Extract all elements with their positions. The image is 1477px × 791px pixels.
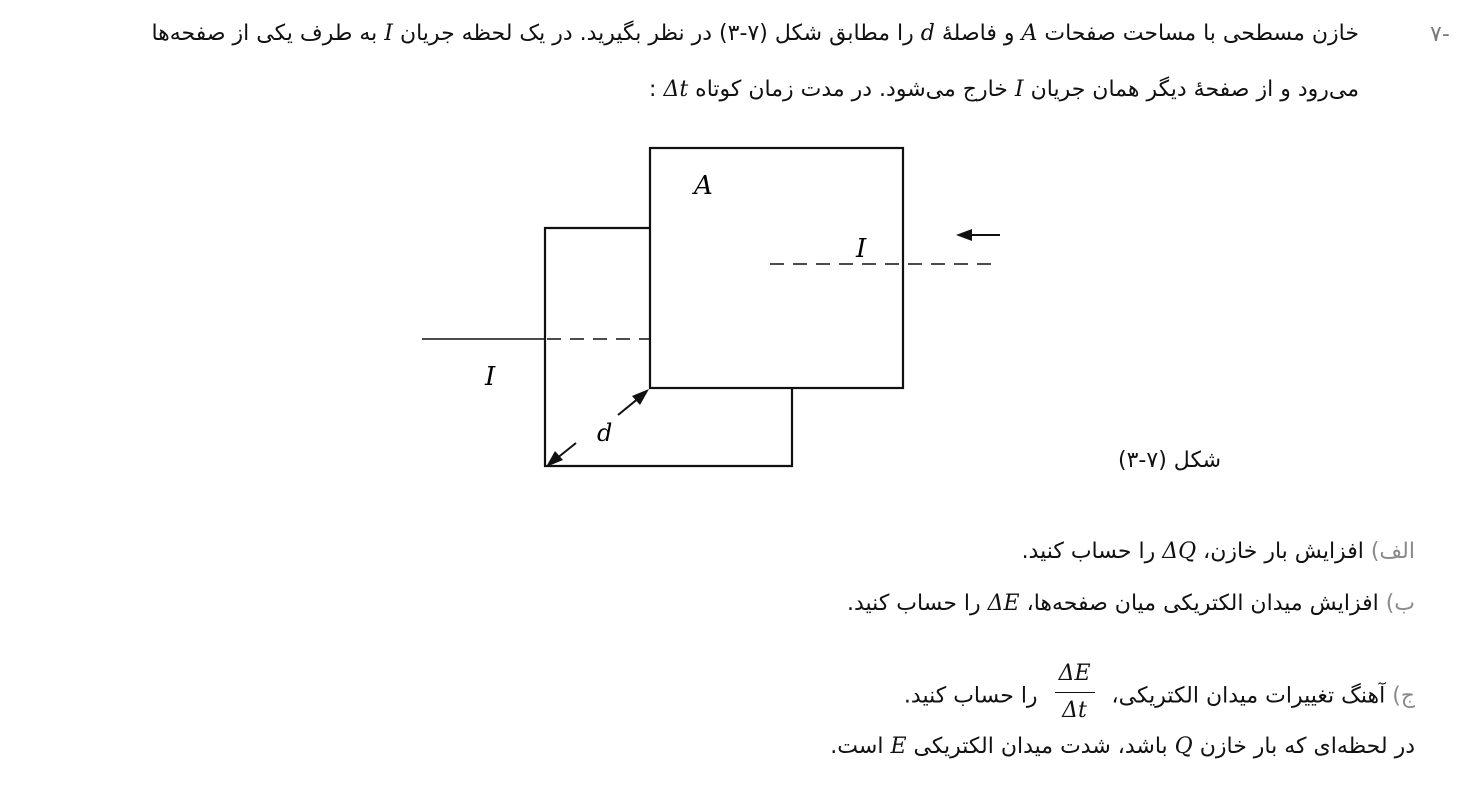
question-marker: ج) <box>1392 683 1415 709</box>
math-delta-t: Δt <box>663 77 689 102</box>
question-c <box>904 662 1415 731</box>
front-plate <box>650 148 903 388</box>
text: را مطابق شکل (۷-۳) در نظر بگیرید. در یک لحظه جریان <box>392 21 921 46</box>
math-delta-q: ΔQ <box>1162 539 1197 564</box>
text: افزایش میدان الکتریکی میان صفحه‌ها، <box>1019 591 1386 616</box>
question-marker: الف) <box>1370 539 1415 564</box>
text: خارج می‌شود. در مدت زمان کوتاه <box>688 77 1015 102</box>
text: می‌رود و از صفحهٔ دیگر همان جریان <box>1023 77 1359 102</box>
text: در لحظه‌ای که بار خازن <box>1192 734 1415 759</box>
text: آهنگ تغییرات میدان الکتریکی، <box>1104 683 1393 709</box>
text: است. <box>830 734 891 759</box>
math-Q: Q <box>1174 734 1193 759</box>
plate-area-label: A <box>694 171 713 201</box>
question-a <box>1022 536 1415 568</box>
denominator: Δt <box>1062 698 1087 723</box>
closing-statement <box>830 731 1415 763</box>
numerator: ΔE <box>1055 658 1095 693</box>
math-I: I <box>1014 77 1024 102</box>
question-b <box>847 588 1415 620</box>
math-I: I <box>384 21 393 46</box>
math-A: A <box>1021 21 1038 46</box>
problem-statement-line-2 <box>649 74 1359 106</box>
fraction-delta-e-over-delta-t <box>1055 658 1095 727</box>
current-arrow-head <box>956 229 972 241</box>
math-E: E <box>890 734 907 759</box>
figure-caption: شکل (۷-۳) <box>1118 448 1222 473</box>
back-plate <box>545 228 792 466</box>
current-label-right: I <box>856 234 867 264</box>
capacitor-figure <box>410 135 1020 480</box>
problem-statement-line-1 <box>151 18 1359 50</box>
question-marker: ب) <box>1385 591 1415 616</box>
current-label-left: I <box>485 362 496 392</box>
math-d: d <box>920 21 935 46</box>
math-delta-e: ΔE <box>987 591 1020 616</box>
text: به طرف یکی از صفحه‌ها <box>151 21 385 46</box>
text: را حساب کنید. <box>847 591 988 616</box>
text: افزایش بار خازن، <box>1196 539 1371 564</box>
text: باشد، شدت میدان الکتریکی <box>906 734 1175 759</box>
text: را حساب کنید. <box>903 683 1045 709</box>
distance-label: d <box>597 419 613 447</box>
problem-number: ۷- <box>1430 22 1450 47</box>
distance-arrow-lower-head <box>546 451 563 467</box>
text: و فاصلهٔ <box>934 21 1022 46</box>
text: خازن مسطحی با مساحت صفحات <box>1037 21 1359 46</box>
text: را حساب کنید. <box>1021 539 1163 564</box>
text: : <box>649 77 664 102</box>
